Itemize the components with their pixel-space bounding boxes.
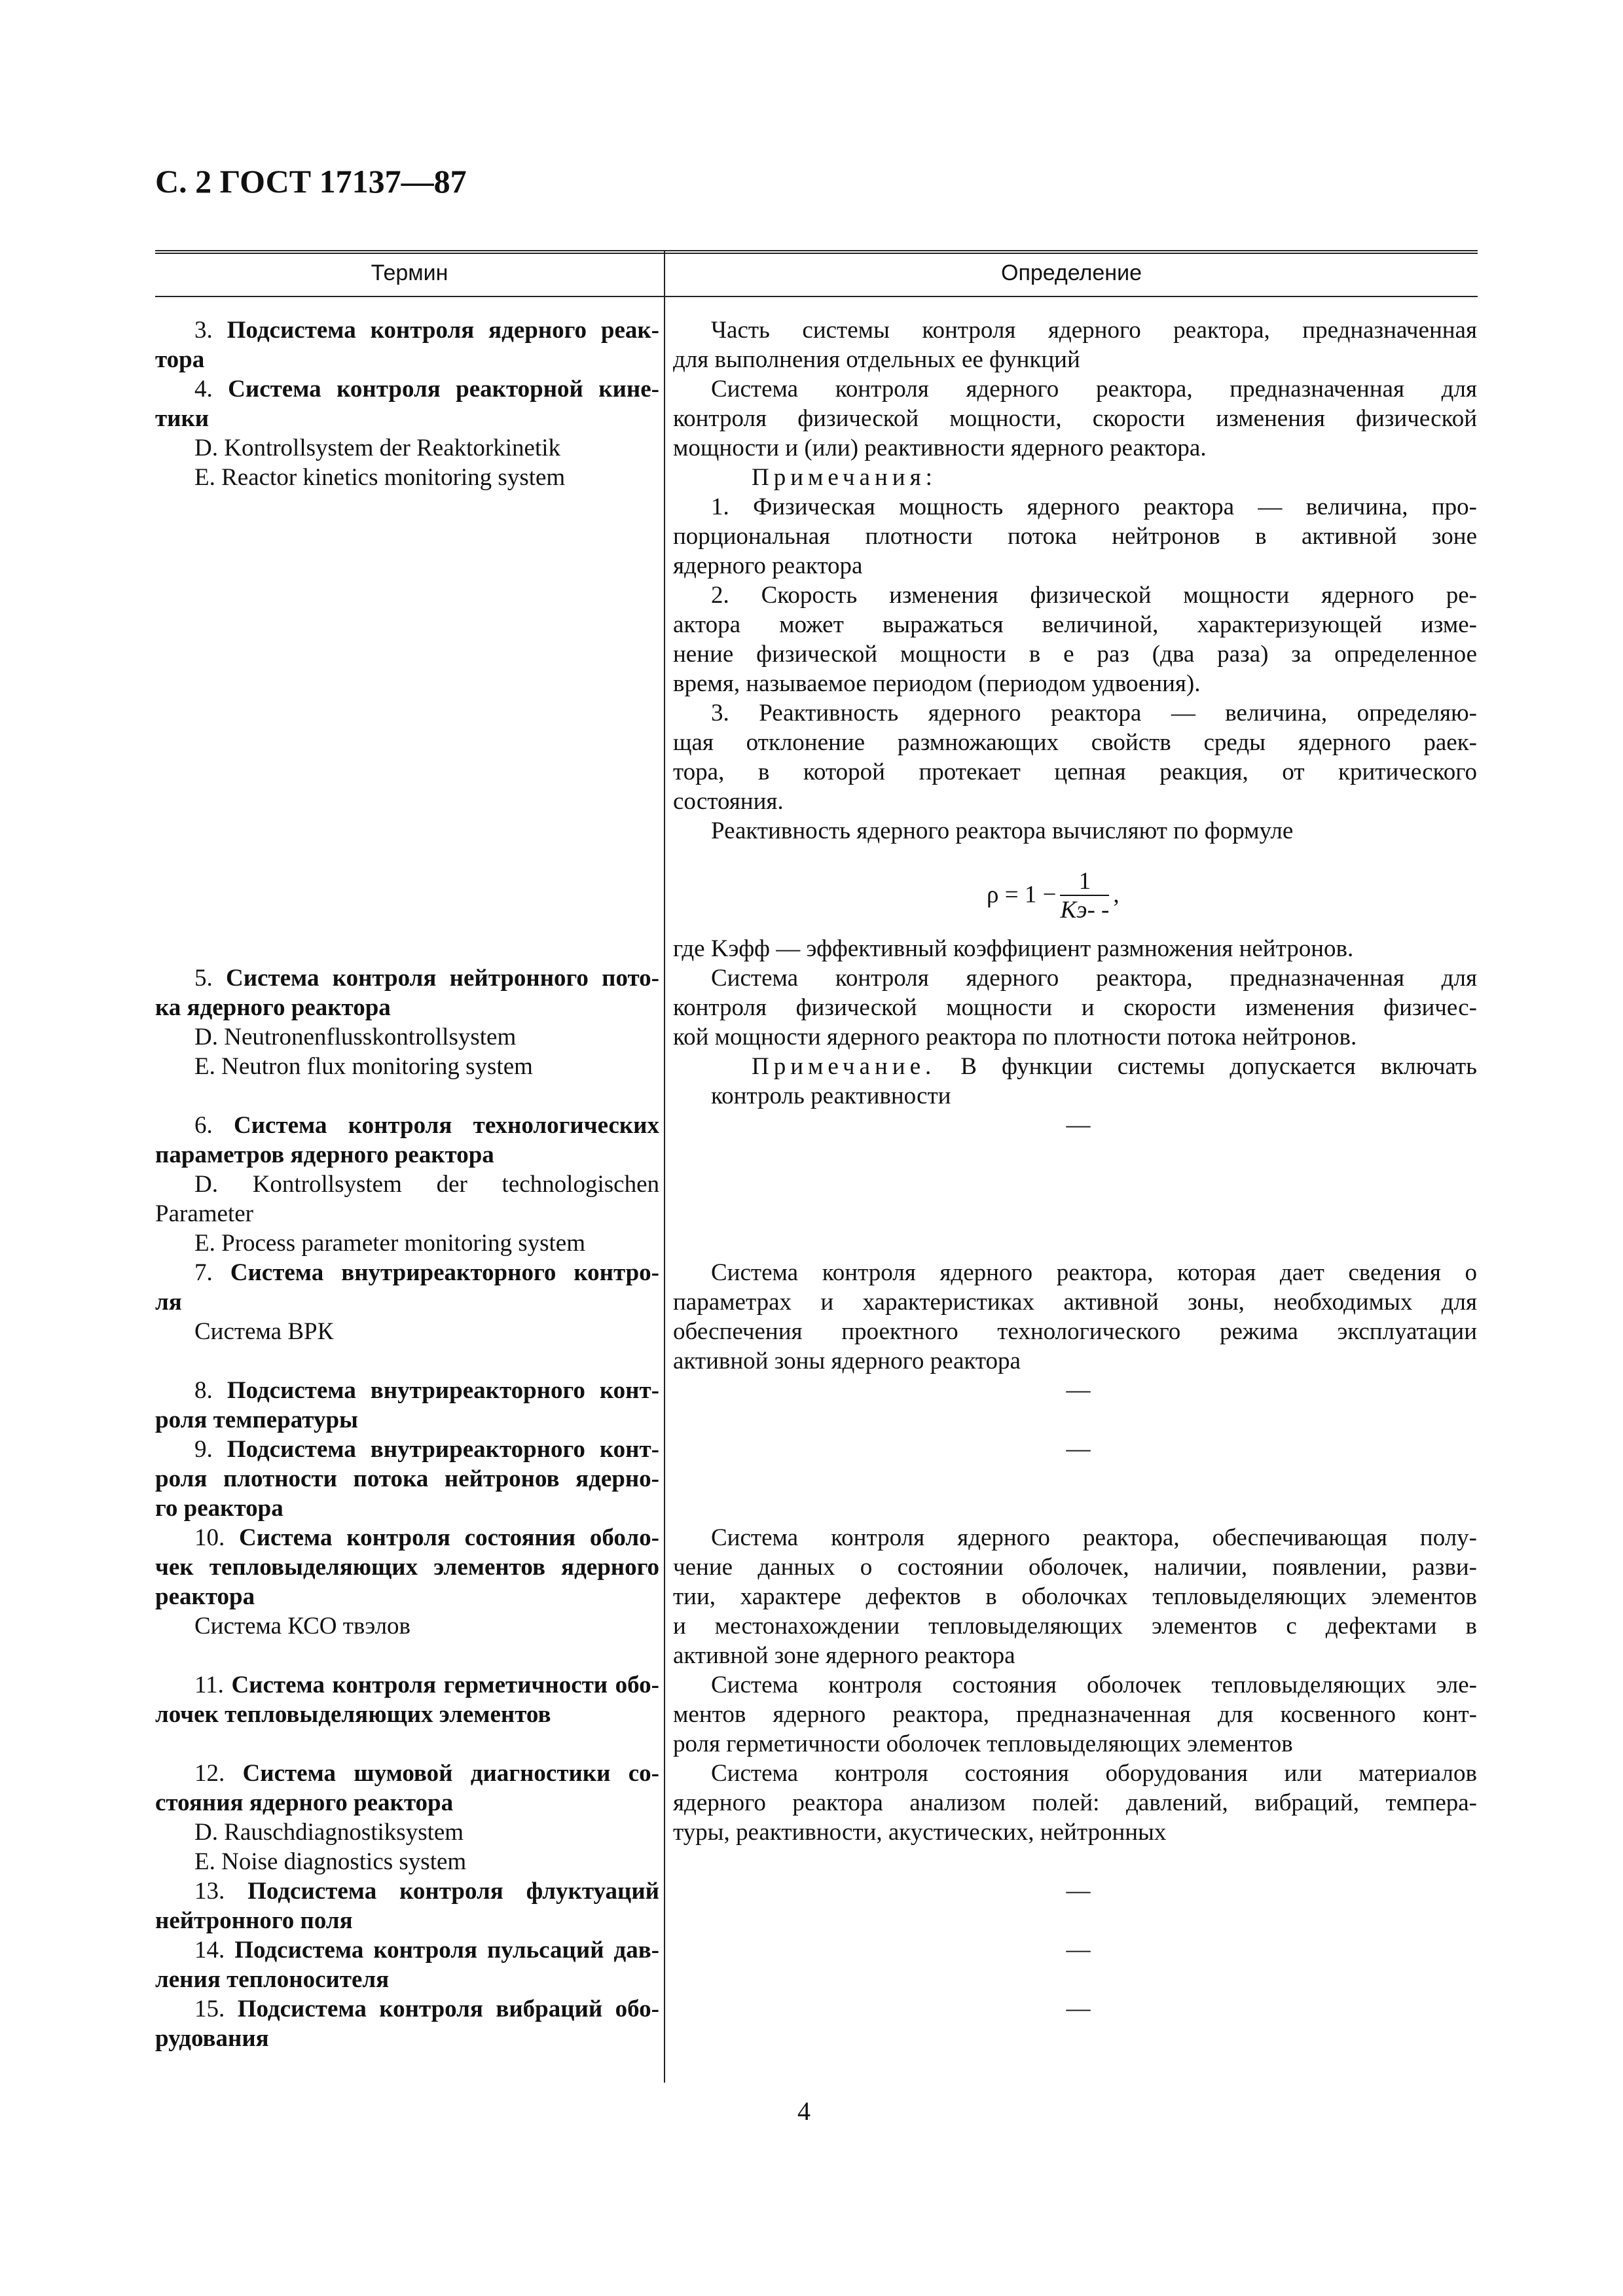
term-3: 3. Подсистема контроля ядерного реак- тора [155, 317, 660, 373]
column-divider [664, 250, 665, 2083]
column-header-definition: Определение [1001, 260, 1142, 285]
definition-9-dash: — [1066, 1435, 1091, 1462]
formula-intro: Реактивность ядерного реактора вычисляют по формуле [711, 817, 1294, 844]
term-10: 10. Система контроля состояния оболо- чек тепловыделяющих элементов ядерного реактора Система КСО твэлов [155, 1524, 659, 1640]
formula-where: где Kэфф — эффективный коэффициент размножения нейтронов. [673, 935, 1354, 962]
definition-7: Система контроля ядерного реактора, которая дает сведения о параметрах и характеристиках активной зоны, необходимых для обеспечения проектного технологического режима эксплуатации активной зоны ядерного реактора [673, 1259, 1477, 1374]
table-header-rule [155, 296, 1478, 297]
definition-14-dash: — [1066, 1936, 1091, 1963]
definition-4: Система контроля ядерного реактора, предназначенная для контроля физической мощности, скорости изменения физической мощности и (или) реактивности ядерного реактора. Примечания: 1. Физическая мощность ядерного реактора — величина, про- порциональная плотности потока нейтронов в активной зоне ядерного реактора 2. Скорость изменения физической мощности ядерного ре- актора может выражаться величиной, характеризующей изме- нение физической мощности в е раз (два раза) за определенное время, называемое периодом (периодом удвоения). 3. Реактивность ядерного реактора — величина, определяю- щая отклонение размножающих свойств среды ядерного раек- тора, в которой протекает цепная реакция, от критического состояния. Реактивность ядерного реактора вычисляют по формуле [673, 376, 1477, 844]
term-8: 8. Подсистема внутриреакторного конт- роля температуры [155, 1377, 659, 1433]
table-top-rule [155, 250, 1478, 251]
term-4: 4. Система контроля реакторной кине- тики D. Kontrollsystem der Reaktorkinetik E. Reactor kinetics monitoring system [155, 376, 659, 491]
term-9: 9. Подсистема внутриреакторного конт- роля плотности потока нейтронов ядерно- го реактора [155, 1436, 659, 1522]
notes-title: Примечания: [752, 464, 937, 491]
definition-15-dash: — [1066, 1995, 1091, 2022]
reactivity-formula: ρ = 1 − $\frac{1}{Kэ- -}$ , [987, 868, 1120, 924]
definition-13-dash: — [1066, 1877, 1091, 1904]
note-1: 1. Физическая мощность ядерного реактора — величина, про- [711, 493, 1477, 520]
term-12: 12. Система шумовой диагностики со- стояния ядерного реактора D. Rauschdiagnostiksystem E. Noise diagnostics system [155, 1760, 659, 1875]
note-2: 2. Скорость изменения физической мощности ядерного ре- [711, 582, 1477, 609]
term-13: 13. Подсистема контроля флуктуаций нейтронного поля [155, 1878, 659, 1934]
terms-table [155, 250, 1478, 2083]
term-5: 5. Система контроля нейтронного пото- ка ядерного реактора D. Neutronenflusskontrollsystem E. Neutron flux monitoring system [155, 965, 659, 1080]
definition-10: Система контроля ядерного реактора, обеспечивающая полу- чение данных о состоянии оболочек, наличии, появлении, разви- тии, характере дефектов в оболочках тепловыделяющих элементов и местонахождении тепловыделяющих элементов с дефектами в активной зоне ядерного реактора [673, 1524, 1477, 1669]
column-header-term: Термин [371, 260, 448, 285]
definition-8-dash: — [1066, 1376, 1091, 1403]
definition-12: Система контроля состояния оборудования или материалов ядерного реактора анализом полей: давлений, вибраций, темпера- туры, реактивности, акустических, нейтронных [673, 1760, 1477, 1846]
term-14: 14. Подсистема контроля пульсаций дав- ления теплоносителя [155, 1937, 660, 1993]
term-6: 6. Система контроля технологических параметров ядерного реактора D. Kontrollsystem der technologischen Parameter E. Process parameter monitoring system [155, 1112, 660, 1257]
definition-5: Система контроля ядерного реактора, предназначенная для контроля физической мощности и скорости изменения физичес- кой мощности ядерного реактора по плотности потока нейтронов. Примечание. В функции системы допускается включать контроль реактивности [673, 965, 1477, 1109]
definition-11: Система контроля состояния оболочек тепловыделяющих эле- ментов ядерного реактора, предназначенная для косвенного конт- роля герметичности оболочек тепловыделяющих элементов [673, 1672, 1477, 1757]
page-header: С. 2 ГОСТ 17137—87 [155, 163, 467, 200]
page-number: 4 [797, 2096, 811, 2126]
table-top-rule-2 [155, 253, 1478, 254]
term-15: 15. Подсистема контроля вибраций обо- рудования [155, 1996, 659, 2052]
term-7: 7. Система внутриреакторного контро- ля Система ВРК [155, 1259, 659, 1345]
definition-6-dash: — [1066, 1111, 1091, 1138]
note-3: 3. Реактивность ядерного реактора — величина, определяю- [711, 700, 1477, 726]
term-11: 11. Система контроля герметичности обо- лочек тепловыделяющих элементов [155, 1672, 659, 1728]
definition-3: Часть системы контроля ядерного реактора, предназначенная для выполнения отдельных ее функций [673, 317, 1477, 373]
